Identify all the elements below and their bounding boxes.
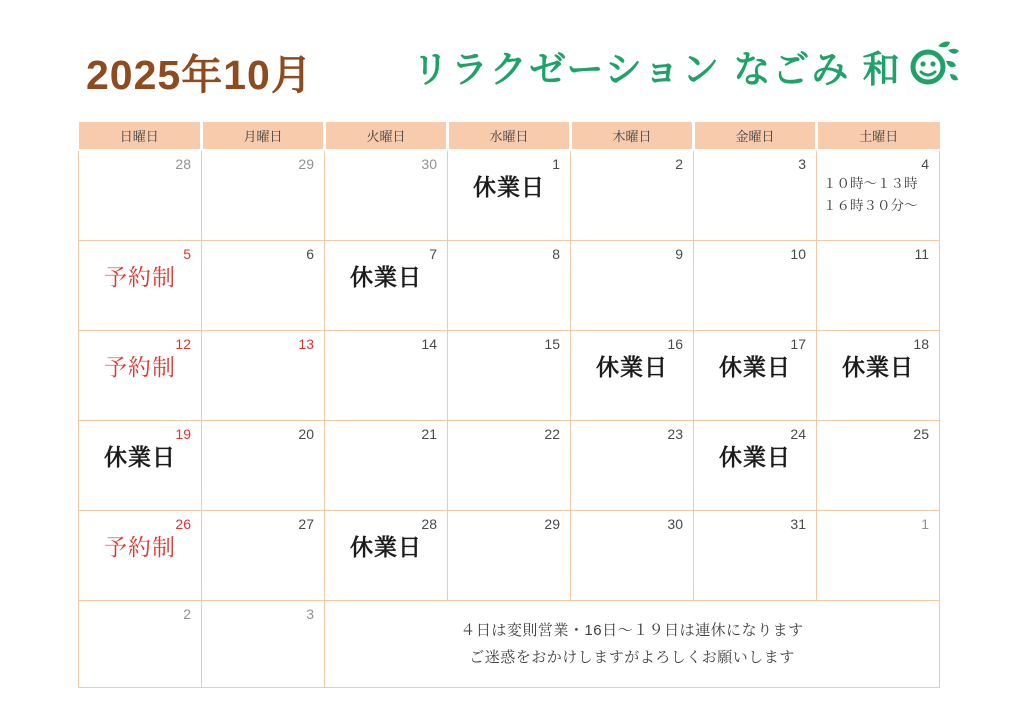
day-cell (571, 331, 694, 421)
day-cell (817, 150, 940, 241)
date-number: 6 (306, 246, 314, 262)
date-number: 28 (421, 516, 437, 532)
logo-text: リラクゼーション なごみ 和 (412, 48, 902, 90)
date-number: 29 (544, 516, 560, 532)
weekday-header: 月曜日 (202, 122, 325, 150)
date-number: 12 (175, 336, 191, 352)
day-cell (325, 241, 448, 331)
notice-text: ご迷惑をおかけしますがよろしくお願いします (469, 649, 795, 666)
day-cell (202, 511, 325, 601)
week-row (79, 241, 940, 331)
week-row (79, 150, 940, 241)
date-number: 13 (298, 336, 314, 352)
day-cell (202, 421, 325, 511)
weekday-header: 日曜日 (79, 122, 202, 150)
date-number: 10 (790, 246, 806, 262)
day-cell (79, 601, 202, 688)
day-cell (79, 150, 202, 241)
date-number: 9 (675, 246, 683, 262)
page-title: 2025年10月 (86, 52, 313, 98)
date-number: 5 (183, 246, 191, 262)
date-number: 19 (175, 426, 191, 442)
closed-label: 休業日 (719, 354, 791, 381)
closed-label: 休業日 (596, 354, 668, 381)
day-cell (694, 241, 817, 331)
date-number: 3 (306, 606, 314, 622)
calendar-table (78, 122, 940, 688)
day-cell (571, 150, 694, 241)
date-number: 31 (790, 516, 806, 532)
date-number: 3 (798, 156, 806, 172)
day-cell (79, 511, 202, 601)
day-cell (79, 421, 202, 511)
date-number: 27 (298, 516, 314, 532)
calendar-header-row (79, 122, 940, 150)
closed-label: 休業日 (104, 444, 176, 471)
date-number: 17 (790, 336, 806, 352)
date-number: 8 (552, 246, 560, 262)
day-cell (694, 150, 817, 241)
day-cell (202, 601, 325, 688)
week-row (79, 601, 940, 688)
day-cell (448, 511, 571, 601)
day-cell (79, 241, 202, 331)
day-cell (202, 331, 325, 421)
weekday-header: 火曜日 (325, 122, 448, 150)
date-number: 1 (552, 156, 560, 172)
day-cell (448, 421, 571, 511)
day-cell (817, 511, 940, 601)
notice-text: ４日は変則営業・16日～１９日は連休になります (460, 622, 804, 639)
date-number: 18 (913, 336, 929, 352)
day-cell (448, 331, 571, 421)
day-cell (325, 421, 448, 511)
date-number: 4 (921, 156, 929, 172)
date-number: 25 (913, 426, 929, 442)
day-cell (202, 241, 325, 331)
business-hours (817, 172, 939, 218)
date-number: 2 (183, 606, 191, 622)
reserve-label: 予約制 (104, 264, 176, 291)
week-row (79, 421, 940, 511)
closed-label: 休業日 (350, 264, 422, 291)
date-number: 21 (421, 426, 437, 442)
day-cell (817, 241, 940, 331)
date-number: 28 (175, 156, 191, 172)
day-cell (694, 511, 817, 601)
weekday-header: 金曜日 (694, 122, 817, 150)
date-number: 1 (921, 516, 929, 532)
reserve-label: 予約制 (104, 354, 176, 381)
date-number: 14 (421, 336, 437, 352)
date-number: 20 (298, 426, 314, 442)
closed-label: 休業日 (842, 354, 914, 381)
day-cell (694, 421, 817, 511)
calendar-body (79, 150, 940, 688)
day-cell (325, 150, 448, 241)
day-cell (202, 150, 325, 241)
weekday-header: 水曜日 (448, 122, 571, 150)
date-number: 15 (544, 336, 560, 352)
date-number: 23 (667, 426, 683, 442)
notice-cell (325, 601, 940, 688)
day-cell (571, 241, 694, 331)
business-hours-line: １６時３０分～ (823, 198, 918, 214)
day-cell (325, 511, 448, 601)
date-number: 30 (667, 516, 683, 532)
date-number: 16 (667, 336, 683, 352)
day-cell (817, 331, 940, 421)
week-row (79, 331, 940, 421)
business-hours-line: １０時～１３時 (823, 176, 918, 192)
day-cell (79, 331, 202, 421)
closed-label: 休業日 (719, 444, 791, 471)
week-row (79, 511, 940, 601)
date-number: 26 (175, 516, 191, 532)
day-cell (694, 331, 817, 421)
day-cell (817, 421, 940, 511)
day-cell (571, 511, 694, 601)
smiley-leaves-icon (904, 34, 962, 97)
weekday-header: 木曜日 (571, 122, 694, 150)
date-number: 22 (544, 426, 560, 442)
weekday-header: 土曜日 (817, 122, 940, 150)
date-number: 29 (298, 156, 314, 172)
date-number: 30 (421, 156, 437, 172)
date-number: 2 (675, 156, 683, 172)
date-number: 11 (914, 246, 929, 262)
date-number: 7 (429, 246, 437, 262)
logo (412, 34, 962, 97)
reserve-label: 予約制 (104, 534, 176, 561)
closed-label: 休業日 (473, 174, 545, 201)
closed-label: 休業日 (350, 534, 422, 561)
day-cell (571, 421, 694, 511)
day-cell (448, 241, 571, 331)
date-number: 24 (790, 426, 806, 442)
day-cell (325, 331, 448, 421)
day-cell (448, 150, 571, 241)
